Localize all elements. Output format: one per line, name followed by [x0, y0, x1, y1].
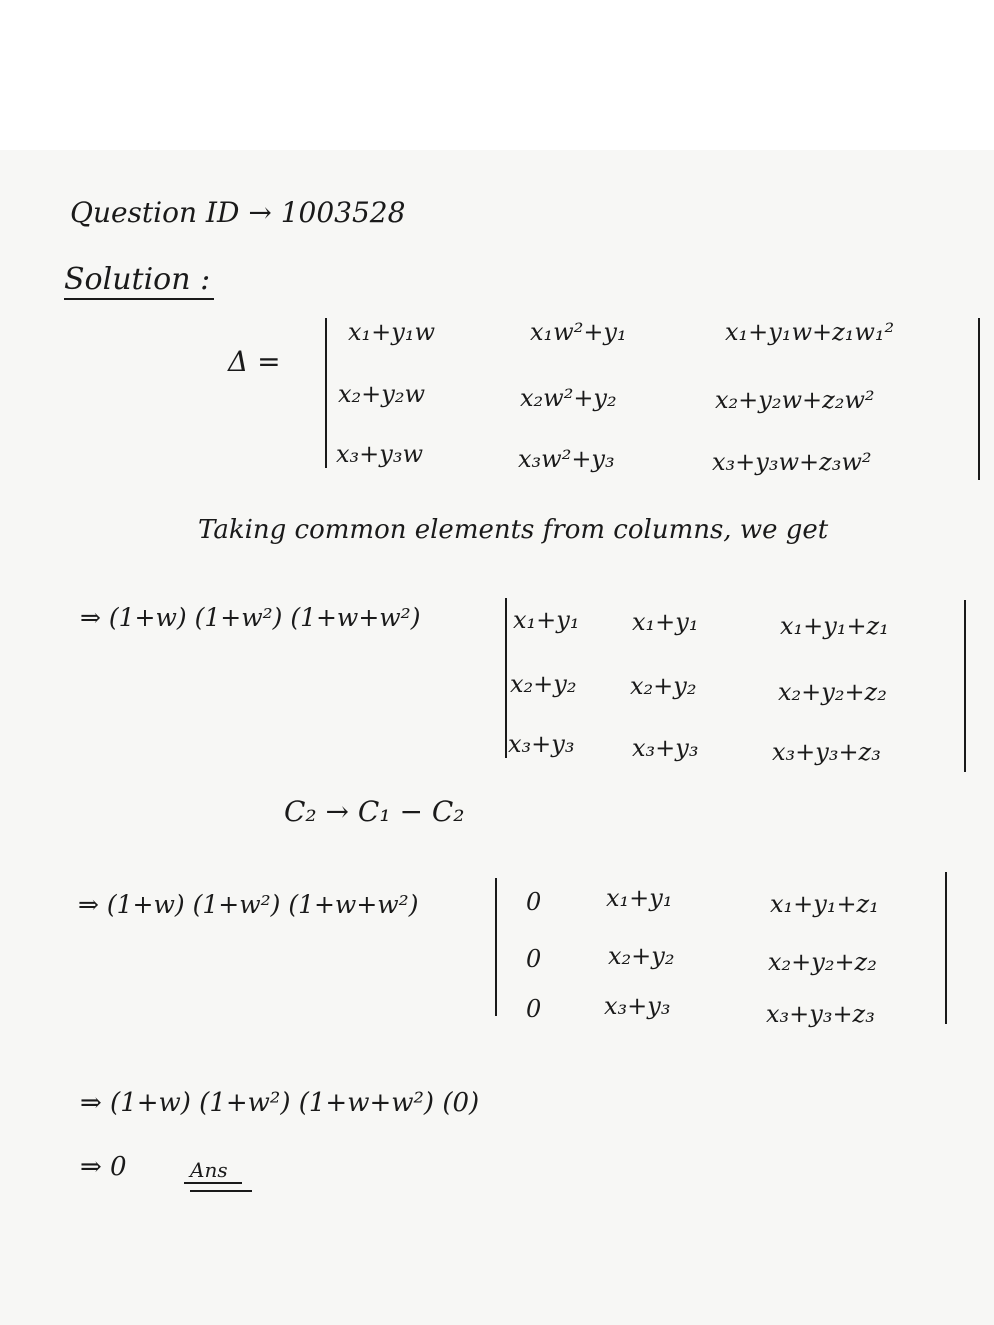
answer-underline-2	[190, 1190, 252, 1192]
result-line: ⇒ (1+w) (1+w²) (1+w+w²) (0)	[80, 1088, 480, 1118]
det1-r1-c3: x₁+y₁w+z₁w₁²	[725, 318, 895, 346]
det1-left-bar	[325, 318, 327, 468]
answer-underline-1	[184, 1182, 242, 1184]
det3-r1-c3: x₁+y₁+z₁	[770, 890, 879, 918]
det3-prefix: ⇒ (1+w) (1+w²) (1+w+w²)	[78, 890, 419, 919]
det3-r2-c1: 0	[526, 945, 542, 973]
det2-r3-c2: x₃+y₃	[632, 734, 699, 762]
det2-right-bar	[964, 600, 966, 772]
det1-r2-c3: x₂+y₂w+z₂w²	[715, 386, 875, 414]
det2-r1-c1: x₁+y₁	[513, 606, 580, 634]
det3-r3-c1: 0	[526, 995, 542, 1023]
det1-right-bar	[978, 318, 980, 480]
det1-r2-c1: x₂+y₂w	[338, 380, 425, 408]
column-operation: C₂ → C₁ − C₂	[284, 795, 465, 828]
det2-r2-c3: x₂+y₂+z₂	[778, 678, 887, 706]
final-answer: ⇒ 0	[80, 1152, 127, 1182]
det3-r3-c3: x₃+y₃+z₃	[766, 1000, 875, 1028]
det3-r2-c3: x₂+y₂+z₂	[768, 948, 877, 976]
det3-r1-c1: 0	[526, 888, 542, 916]
delta-lhs: Δ =	[228, 345, 281, 378]
det2-left-bar	[505, 598, 507, 758]
solution-underline	[64, 298, 214, 300]
det1-r3-c3: x₃+y₃w+z₃w²	[712, 448, 872, 476]
det1-r3-c1: x₃+y₃w	[336, 440, 423, 468]
det1-r2-c2: x₂w²+y₂	[520, 384, 617, 412]
answer-label: Ans	[190, 1158, 228, 1182]
det2-r1-c3: x₁+y₁+z₁	[780, 612, 889, 640]
det2-r3-c3: x₃+y₃+z₃	[772, 738, 881, 766]
det2-prefix: ⇒ (1+w) (1+w²) (1+w+w²)	[80, 603, 421, 632]
solution-label: Solution :	[64, 262, 211, 297]
det3-r3-c2: x₃+y₃	[604, 992, 671, 1020]
det3-r2-c2: x₂+y₂	[608, 942, 675, 970]
det3-right-bar	[945, 872, 947, 1024]
det2-r2-c2: x₂+y₂	[630, 672, 697, 700]
det2-r1-c2: x₁+y₁	[632, 608, 699, 636]
det3-left-bar	[495, 878, 497, 1016]
det2-r3-c1: x₃+y₃	[508, 730, 575, 758]
det1-r1-c1: x₁+y₁w	[348, 318, 435, 346]
det1-r3-c2: x₃w²+y₃	[518, 445, 615, 473]
step-text: Taking common elements from columns, we get	[198, 515, 829, 545]
det2-r2-c1: x₂+y₂	[510, 670, 577, 698]
question-id-label: Question ID → 1003528	[70, 196, 406, 229]
det1-r1-c2: x₁w²+y₁	[530, 318, 627, 346]
det3-r1-c2: x₁+y₁	[606, 884, 673, 912]
